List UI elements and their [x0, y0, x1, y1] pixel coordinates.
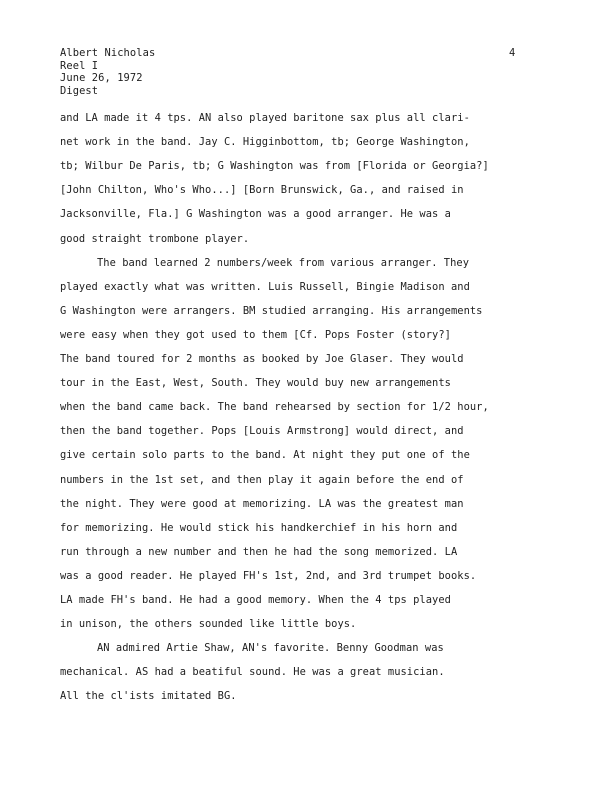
header-date: June 26, 1972	[60, 72, 143, 84]
text-line: were easy when they got used to them [Cf. Pops Foster (story?]	[60, 328, 451, 341]
text-line: was a good reader. He played FH's 1st, 2nd, and 3rd trumpet books.	[60, 569, 477, 582]
text-line: for memorizing. He would stick his handkerchief in his horn and	[60, 521, 458, 534]
text-line: G Washington were arrangers. BM studied arranging. His arrangements	[60, 304, 483, 317]
text-line: tour in the East, West, South. They would buy new arrangements	[60, 377, 451, 390]
text-line: when the band came back. The band rehearsed by section for 1/2 hour,	[60, 401, 489, 414]
text-line: mechanical. AS had a beatiful sound. He was a great musician.	[60, 666, 445, 679]
text-line: and LA made it 4 tps. AN also played baritone sax plus all clari-	[60, 112, 470, 124]
text-line: AN admired Artie Shaw, AN's favorite. Benny Goodman was	[97, 642, 444, 655]
text-line: in unison, the others sounded like little boys.	[60, 618, 357, 631]
text-line: the night. They were good at memorizing. LA was the greatest man	[60, 497, 464, 510]
header-type: Digest	[60, 84, 99, 97]
header-name: Albert Nicholas	[60, 47, 156, 59]
text-line: The band learned 2 numbers/week from various arranger. They	[97, 256, 470, 269]
text-line: LA made FH's band. He had a good memory. When the 4 tps played	[60, 594, 451, 606]
text-line: run through a new number and then he had the song memorized. LA	[60, 545, 458, 558]
text-line: [John Chilton, Who's Who...] [Born Brunswick, Ga., and raised in	[60, 184, 464, 197]
text-line: All the cl'ists imitated BG.	[60, 690, 237, 703]
text-line: tb; Wilbur De Paris, tb; G Washington was from [Florida or Georgia?]	[60, 160, 489, 173]
text-line: give certain solo parts to the band. At night they put one of the	[60, 449, 470, 462]
header-reel: Reel I	[60, 59, 99, 72]
text-line: The band toured for 2 months as booked by Joe Glaser. They would	[60, 353, 464, 365]
document-header	[60, 47, 155, 97]
text-line: good straight trombone player.	[60, 232, 250, 245]
text-line: net work in the band. Jay C. Higginbottom, tb; George Washington,	[60, 136, 470, 149]
text-line: then the band together. Pops [Louis Armstrong] would direct, and	[60, 425, 464, 438]
text-line: numbers in the 1st set, and then play it again before the end of	[60, 473, 464, 486]
text-line: Jacksonville, Fla.] G Washington was a good arranger. He was a	[60, 208, 451, 221]
text-line: played exactly what was written. Luis Russell, Bingie Madison and	[60, 280, 470, 293]
page-number: 4	[509, 47, 516, 59]
